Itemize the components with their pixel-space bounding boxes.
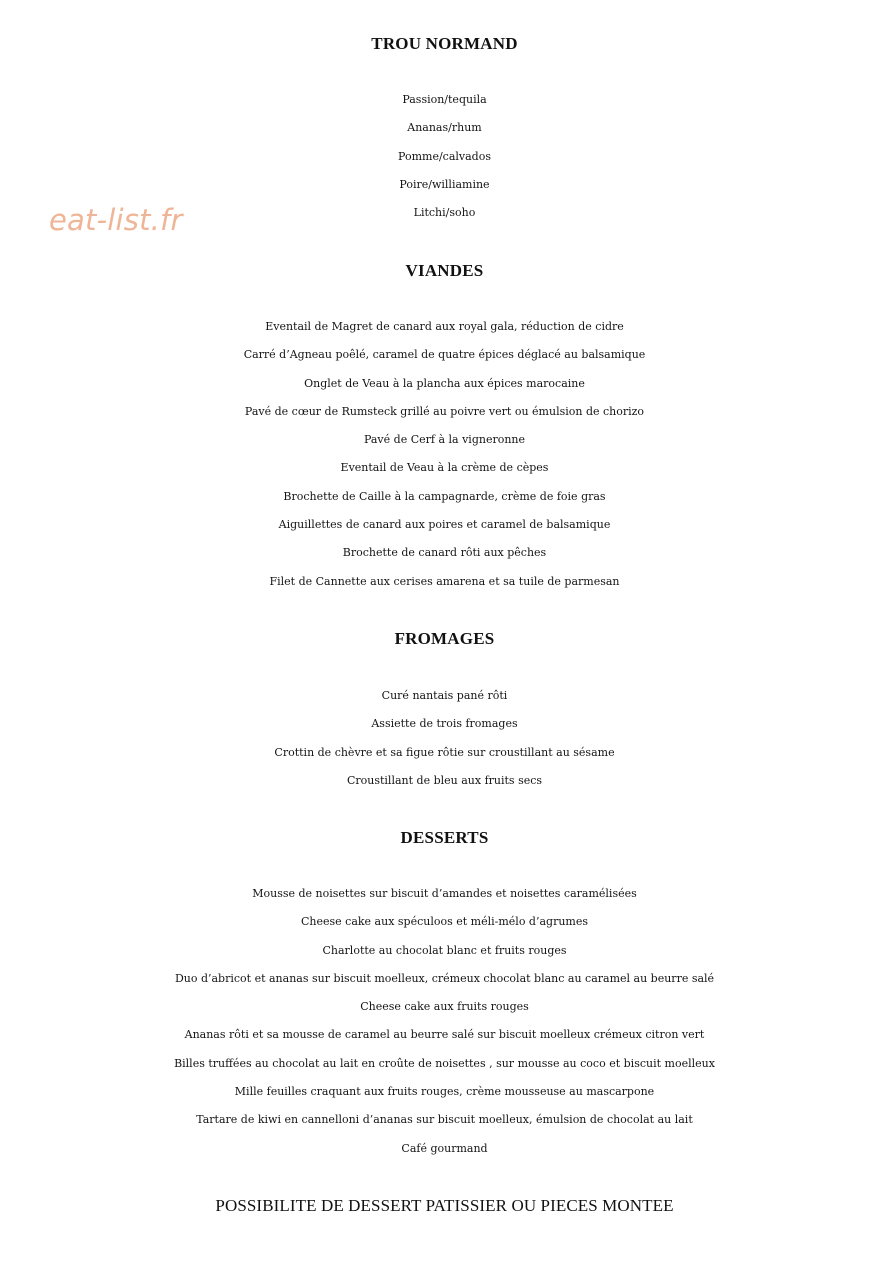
menu-item: Pomme/calvados xyxy=(398,149,491,163)
menu-item: Litchi/soho xyxy=(413,206,476,220)
section-title-fromages: FROMAGES xyxy=(394,629,495,648)
footer-note: POSSIBILITE DE DESSERT PATISSIER OU PIECES MONTEE xyxy=(215,1196,674,1215)
menu-item: Billes truffées au chocolat au lait en croûte de noisettes , sur mousse au coco et biscuit moelleux xyxy=(174,1056,715,1070)
menu-item: Cheese cake aux spéculoos et méli-mélo d’agrumes xyxy=(300,915,588,929)
menu-item: Assiette de trois fromages xyxy=(371,717,518,731)
menu-item: Ananas rôti et sa mousse de caramel au beurre salé sur biscuit moelleux crémeux citron vert xyxy=(184,1028,705,1042)
menu-item: Crottin de chèvre et sa figue rôtie sur croustillant au sésame xyxy=(274,745,615,759)
section-title-trou-normand: TROU NORMAND xyxy=(371,34,518,53)
section-list-desserts xyxy=(0,880,889,1163)
menu-item: Cheese cake aux fruits rouges xyxy=(360,1000,529,1014)
menu-item: Pavé de cœur de Rumsteck grillé au poivre vert ou émulsion de chorizo xyxy=(244,404,645,418)
menu-item: Poire/williamine xyxy=(399,177,490,191)
menu-item: Eventail de Veau à la crème de cèpes xyxy=(340,461,549,475)
menu-item: Curé nantais pané rôti xyxy=(381,689,508,702)
menu-item: Aiguillettes de canard aux poires et caramel de balsamique xyxy=(278,518,611,532)
menu-item: Mousse de noisettes sur biscuit d’amandes et noisettes caramélisées xyxy=(252,887,637,900)
menu-item: Duo d’abricot et ananas sur biscuit moelleux, crémeux chocolat blanc au caramel au beurre salé xyxy=(174,971,715,985)
watermark-text: eat-list.fr xyxy=(49,203,183,237)
section-list-trou-normand xyxy=(0,86,889,227)
menu-item: Carré d’Agneau poêlé, caramel de quatre épices déglacé au balsamique xyxy=(243,348,646,362)
menu-item: Passion/tequila xyxy=(402,93,487,106)
menu-item: Brochette de canard rôti aux pêches xyxy=(342,546,547,560)
section-list-viandes xyxy=(0,313,889,596)
menu-item: Eventail de Magret de canard aux royal gala, réduction de cidre xyxy=(265,320,624,333)
menu-item: Charlotte au chocolat blanc et fruits rouges xyxy=(322,943,567,957)
menu-item: Tartare de kiwi en cannelloni d’ananas sur biscuit moelleux, émulsion de chocolat au lait xyxy=(196,1113,693,1127)
menu-item: Pavé de Cerf à la vigneronne xyxy=(363,433,526,447)
menu-item: Onglet de Veau à la plancha aux épices marocaine xyxy=(304,376,585,390)
menu-item: Ananas/rhum xyxy=(407,121,482,135)
section-list-fromages xyxy=(0,682,889,795)
section-title-viandes: VIANDES xyxy=(405,261,484,280)
menu-item: Filet de Cannette aux cerises amarena et sa tuile de parmesan xyxy=(269,574,620,588)
section-title-desserts: DESSERTS xyxy=(400,828,489,847)
menu-item: Mille feuilles craquant aux fruits rouges, crème mousseuse au mascarpone xyxy=(234,1085,655,1099)
menu-item: Croustillant de bleu aux fruits secs xyxy=(346,773,543,787)
menu-item: Café gourmand xyxy=(401,1141,488,1155)
menu-item: Brochette de Caille à la campagnarde, crème de foie gras xyxy=(283,489,606,503)
